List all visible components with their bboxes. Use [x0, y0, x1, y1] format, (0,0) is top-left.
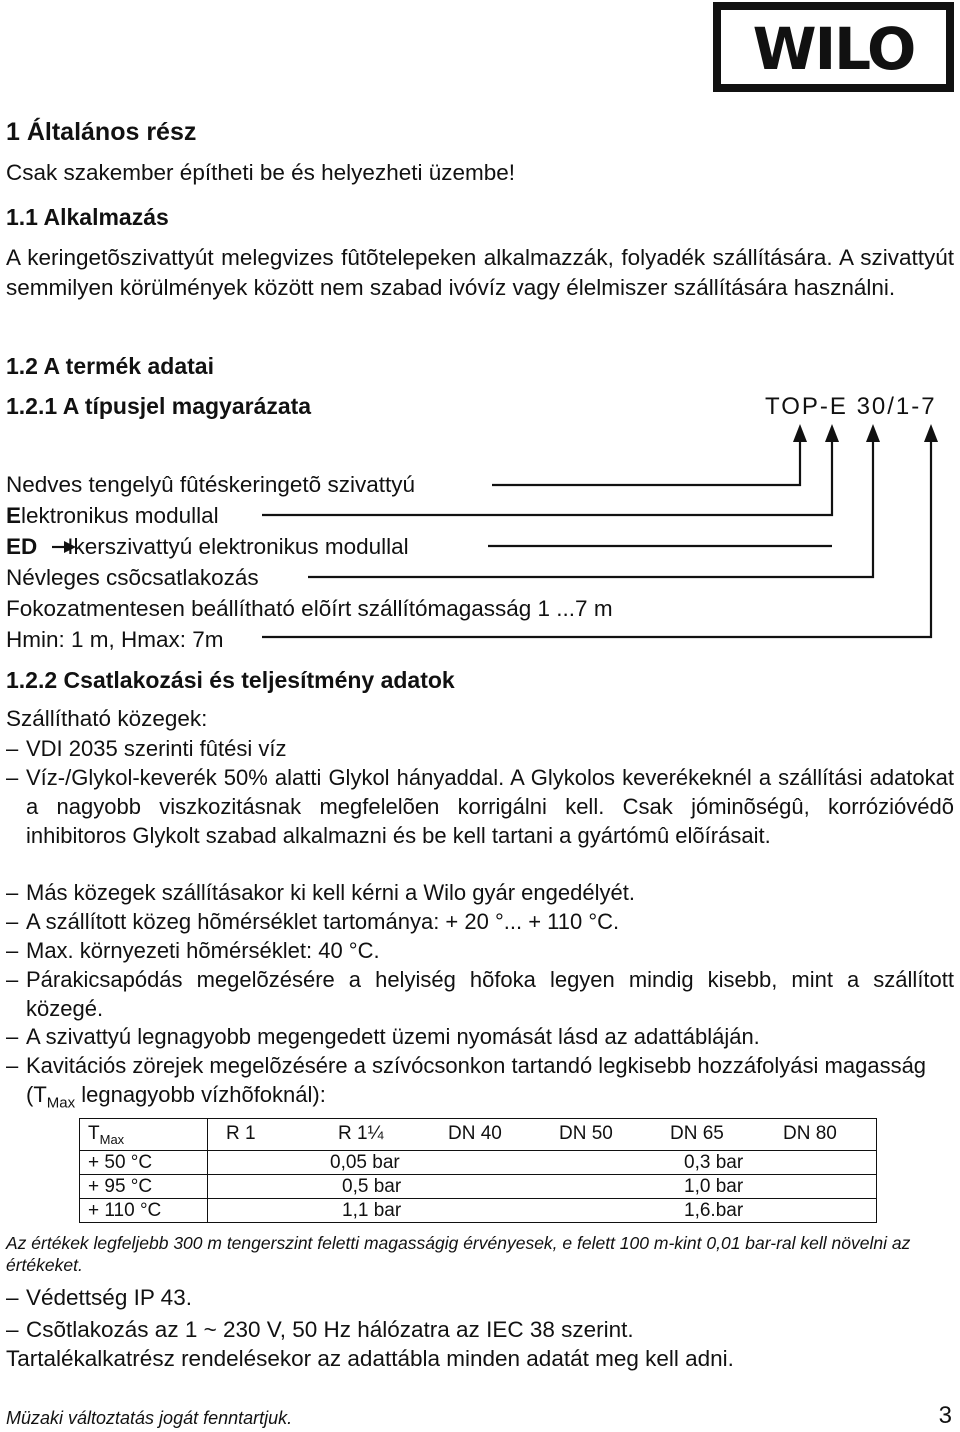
table-header-cell: R 1 — [226, 1123, 256, 1144]
table-row — [80, 1199, 877, 1223]
subsection-title-product-data: 1.2 A termék adatai — [6, 353, 214, 379]
bullet-item: – Csõtlakozás az 1 ~ 230 V, 50 Hz hálózatra az IEC 38 szerint. — [6, 1317, 634, 1342]
cavitation-table — [79, 1118, 877, 1223]
bullet-item: – Max. környezeti hõmérséklet: 40 °C. — [6, 938, 380, 963]
table-header-sizes — [208, 1119, 877, 1151]
media-heading: Szállítható közegek: — [6, 706, 208, 731]
table-cell-temp: + 95 °C — [80, 1175, 208, 1199]
bullet-dash: – — [6, 1317, 19, 1342]
table-header-row — [80, 1119, 877, 1151]
table-cell-value-right: 1,6.bar — [684, 1200, 744, 1221]
bullet-dash: – — [6, 1024, 19, 1049]
type-item-nominal-connection: Névleges csõcsatlakozás — [6, 565, 263, 591]
footer-text: Müzaki változtatás jogát fenntartjuk. — [6, 1408, 293, 1428]
type-item-hmin-hmax: Hmin: 1 m, Hmax: 7m — [6, 627, 228, 653]
type-item-head-range: Fokozatmentesen beállítható elõírt szállítómagasság 1 ...7 m — [6, 596, 613, 621]
type-item-twin-text: Ikerszivattyú elektronikus modullal — [67, 534, 409, 559]
bullet-item-cavitation: – Kavitációs zörejek megelõzésére a szívócsonkon tartandó legkisebb hozzáfolyási magasság ($T_{Max}$ legnagyobb vízhõfoknál): — [6, 1053, 927, 1112]
type-code: TOP-E 30/1-7 — [765, 393, 937, 420]
bullet-item: – Víz-/Glykol-keverék 50% alatti Glykol hányaddal. A Glykolos keverékeknél a szállítási adatokat a nagyobb viszkozitásnak megfelelõen korrigálni kell. Csak jóminõségû, korrózióvédõ inhibitoros Glykolt szabad alkalmazni és be kell tartani a gyártómû elõírásait. — [6, 765, 954, 848]
bullet-dash: – — [6, 765, 19, 790]
table-cell-value-left: 1,1 bar — [342, 1200, 402, 1221]
ed-label: ED — [6, 534, 38, 559]
section-title: 1 Általános rész — [6, 118, 197, 146]
table-cell-value-right: 1,0 bar — [684, 1176, 744, 1197]
table-cell-temp: + 50 °C — [80, 1151, 208, 1175]
table-header-cell: R 1¼ — [338, 1123, 384, 1144]
table-cell-value-right: 0,3 bar — [684, 1152, 744, 1173]
spare-parts-text: Tartalékalkatrész rendelésekor az adattábla minden adatát meg kell adni. — [6, 1346, 734, 1371]
application-text: A keringetõszivattyút melegvizes fûtõtelepeken alkalmazzák, folyadék szállítására. A szivattyút semmilyen körülmények között nem szabad ivóvíz vagy élelmiszer szállítására használni. — [6, 245, 954, 300]
table-header-cell: DN 65 — [670, 1123, 724, 1144]
subsection-title-connection-data: 1.2.2 Csatlakozási és teljesítmény adatok — [6, 667, 455, 693]
arrow-head-3 — [866, 424, 880, 442]
bullet-item: – VDI 2035 szerinti fûtési víz — [6, 736, 287, 761]
table-header-cell: DN 40 — [448, 1123, 502, 1144]
table-cell-value-left: 0,05 bar — [330, 1152, 400, 1173]
bullet-dash: – — [6, 1053, 19, 1078]
arrow-head-1 — [793, 424, 807, 442]
type-item-electronic — [6, 503, 223, 529]
bullet-item: – A szivattyú legnagyobb megengedett üzemi nyomását lásd az adattábláján. — [6, 1024, 760, 1049]
table-header-tmax: $T_{Max}$ — [80, 1119, 208, 1151]
bullet-item: – Védettség IP 43. — [6, 1285, 192, 1310]
arrow-head-2 — [825, 424, 839, 442]
type-item-electronic-rest: lektronikus modullal — [21, 503, 219, 528]
intro-text: Csak szakember építheti be és helyezheti üzembe! — [6, 160, 516, 185]
type-item-wet-rotor: Nedves tengelyû fûtéskeringetõ szivattyú — [6, 472, 419, 498]
table-header-cell: DN 50 — [559, 1123, 613, 1144]
bullet-item: – Párakicsapódás megelõzésére a helyiség hõfoka legyen mindig kisebb, mint a szállított közegé. — [6, 967, 954, 1021]
type-item-twin — [6, 534, 409, 560]
arrow-head-4 — [924, 424, 938, 442]
connector-line-1 — [492, 440, 800, 485]
bullet-dash: – — [6, 736, 19, 761]
subsection-title-application: 1.1 Alkalmazás — [6, 204, 169, 230]
logo-text: WILO — [752, 15, 915, 83]
table-row — [80, 1175, 877, 1199]
bullet-item: – Más közegek szállításakor ki kell kérni a Wilo gyár engedélyét. — [6, 880, 635, 905]
table-row — [80, 1151, 877, 1175]
bullet-dash: – — [6, 967, 19, 992]
page-number: 3 — [938, 1402, 952, 1429]
table-header-cell: DN 80 — [783, 1123, 837, 1144]
table-footnote: Az értékek legfeljebb 300 m tengerszint feletti magasságig érvényesek, e felett 100 m-kint 0,01 bar-ral kell növelni az értékeket. — [6, 1233, 911, 1275]
bullet-dash: – — [6, 938, 19, 963]
bullet-dash: – — [6, 909, 19, 934]
bullet-dash: – — [6, 1285, 19, 1310]
type-item-electronic-initial: E — [6, 503, 22, 528]
subsection-title-type-code: 1.2.1 A típusjel magyarázata — [6, 393, 312, 419]
table-cell-value-left: 0,5 bar — [342, 1176, 402, 1197]
bullet-item: – A szállított közeg hõmérséklet tartománya: + 20 °... + 110 °C. — [6, 909, 620, 934]
table-cell-temp: + 110 °C — [80, 1199, 208, 1223]
bullet-dash: – — [6, 880, 19, 905]
